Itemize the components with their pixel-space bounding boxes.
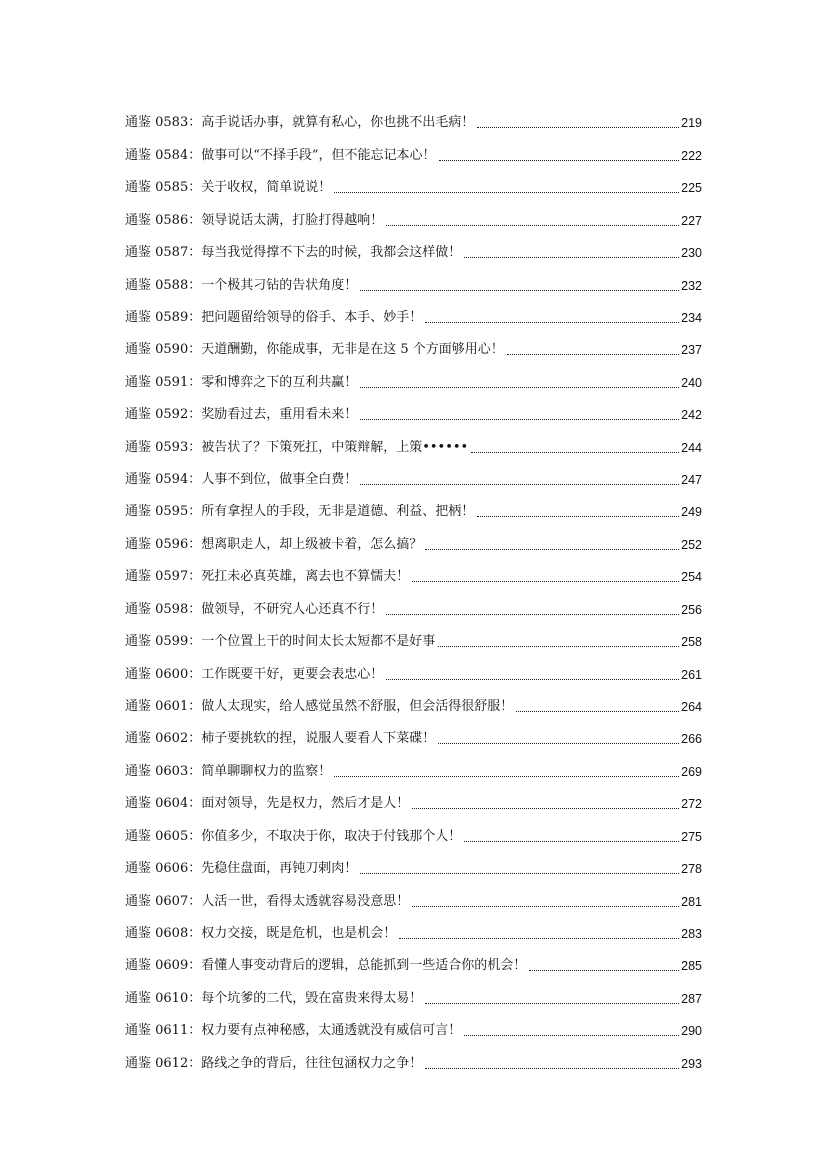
toc-entry-page-number: 275 — [681, 829, 702, 844]
toc-entry[interactable] — [125, 360, 702, 392]
toc-entry-title: 通鉴 0585：关于收权，简单说说！ — [125, 180, 332, 196]
toc-entry-title: 通鉴 0587：每当我觉得撑不下去的时候，我都会这样做！ — [125, 245, 462, 261]
toc-entry[interactable] — [125, 522, 702, 554]
toc-entry[interactable] — [125, 101, 702, 133]
toc-entry[interactable] — [125, 425, 702, 457]
toc-entry[interactable] — [125, 263, 702, 295]
toc-dot-leader — [386, 678, 679, 680]
toc-entry-title: 通鉴 0599：一个位置上干的时间太长太短都不是好事 — [125, 634, 436, 650]
toc-entry-title: 通鉴 0603：简单聊聊权力的监察！ — [125, 763, 332, 779]
toc-entry-title: 通鉴 0612：路线之争的背后，往往包涵权力之争！ — [125, 1055, 423, 1071]
toc-dot-leader — [360, 289, 679, 291]
toc-dot-leader — [438, 645, 679, 647]
toc-entry-title: 通鉴 0598：做领导，不研究人心还真不行！ — [125, 601, 384, 617]
toc-dot-leader — [334, 191, 679, 193]
toc-entry-page-number: 237 — [681, 343, 702, 358]
toc-entry[interactable] — [125, 620, 702, 652]
toc-entry-title: 通鉴 0593：被告状了？下策死扛，中策辩解，上策•••••• — [125, 439, 469, 455]
toc-entry-page-number: 285 — [681, 959, 702, 974]
toc-dot-leader — [425, 1002, 679, 1004]
toc-entry[interactable] — [125, 944, 702, 976]
toc-entry-title: 通鉴 0608：权力交接，既是危机，也是机会！ — [125, 925, 397, 941]
toc-entry[interactable] — [125, 133, 702, 165]
toc-entry-title: 通鉴 0601：做人太现实，给人感觉虽然不舒服，但会活得很舒服！ — [125, 699, 514, 715]
toc-entry[interactable] — [125, 685, 702, 717]
toc-entry-title: 通鉴 0604：面对领导，先是权力，然后才是人！ — [125, 796, 410, 812]
toc-entry-title: 通鉴 0606：先稳住盘面，再钝刀剌肉！ — [125, 861, 358, 877]
toc-dot-leader — [425, 548, 679, 550]
toc-entry[interactable] — [125, 912, 702, 944]
toc-dot-leader — [477, 126, 679, 128]
toc-entry-title: 通鉴 0594：人事不到位，做事全白费！ — [125, 472, 358, 488]
toc-entry-page-number: 287 — [681, 991, 702, 1006]
toc-entry[interactable] — [125, 458, 702, 490]
toc-dot-leader — [425, 321, 679, 323]
toc-entry-title: 通鉴 0611：权力要有点神秘感，太通透就没有威信可言！ — [125, 1023, 462, 1039]
toc-entry[interactable] — [125, 1009, 702, 1041]
toc-entry-title: 通鉴 0591：零和博弈之下的互利共赢！ — [125, 374, 358, 390]
toc-entry-title: 通鉴 0596：想离职走人，却上级被卡着，怎么搞？ — [125, 536, 423, 552]
toc-dot-leader — [412, 580, 679, 582]
toc-entry-title: 通鉴 0590：天道酬勤，你能成事，无非是在这 5 个方面够用心！ — [125, 342, 504, 358]
toc-entry-page-number: 278 — [681, 862, 702, 877]
toc-dot-leader — [425, 1067, 679, 1069]
toc-entry-page-number: 261 — [681, 667, 702, 682]
toc-entry[interactable] — [125, 555, 702, 587]
toc-entry-page-number: 247 — [681, 473, 702, 488]
toc-entry-title: 通鉴 0589：把问题留给领导的俗手、本手、妙手！ — [125, 309, 423, 325]
toc-dot-leader — [438, 742, 679, 744]
toc-entry-title: 通鉴 0588：一个极其刁钻的告状角度！ — [125, 277, 358, 293]
toc-entry-page-number: 256 — [681, 602, 702, 617]
toc-entry[interactable] — [125, 847, 702, 879]
toc-dot-leader — [439, 159, 680, 161]
toc-entry-title: 通鉴 0610：每个坑爹的二代，毁在富贵来得太易！ — [125, 990, 423, 1006]
toc-entry-page-number: 293 — [681, 1056, 702, 1071]
toc-entry-title: 通鉴 0605：你值多少，不取决于你，取决于付钱那个人！ — [125, 828, 462, 844]
toc-entry-page-number: 240 — [681, 375, 702, 390]
toc-dot-leader — [334, 775, 679, 777]
toc-entry-page-number: 232 — [681, 278, 702, 293]
toc-dot-leader — [360, 418, 679, 420]
toc-entry[interactable] — [125, 490, 702, 522]
toc-dot-leader — [412, 905, 679, 907]
toc-entry[interactable] — [125, 749, 702, 781]
toc-entry[interactable] — [125, 1041, 702, 1073]
toc-entry[interactable] — [125, 976, 702, 1008]
toc-entry-page-number: 269 — [681, 764, 702, 779]
toc-entry-page-number: 258 — [681, 635, 702, 650]
toc-entry-title: 通鉴 0600：工作既要干好，更要会表忠心！ — [125, 666, 384, 682]
toc-entry-title: 通鉴 0584：做事可以“不择手段”，但不能忘记本心！ — [125, 147, 436, 163]
toc-dot-leader — [471, 451, 679, 453]
toc-entry-page-number: 281 — [681, 894, 702, 909]
toc-entry-page-number: 222 — [681, 148, 702, 163]
toc-entry-page-number: 266 — [681, 732, 702, 747]
toc-entry-page-number: 272 — [681, 797, 702, 812]
toc-entry-title: 通鉴 0595：所有拿捏人的手段，无非是道德、利益、把柄！ — [125, 504, 475, 520]
toc-dot-leader — [412, 807, 679, 809]
toc-entry-page-number: 234 — [681, 310, 702, 325]
toc-dot-leader — [464, 840, 679, 842]
toc-entry[interactable] — [125, 166, 702, 198]
toc-dot-leader — [360, 872, 679, 874]
toc-dot-leader — [464, 1034, 679, 1036]
toc-dot-leader — [386, 224, 679, 226]
toc-entry-page-number: 249 — [681, 505, 702, 520]
toc-entry[interactable] — [125, 587, 702, 619]
toc-entry-page-number: 219 — [681, 116, 702, 131]
toc-entry[interactable] — [125, 717, 702, 749]
toc-dot-leader — [516, 710, 679, 712]
toc-entry-page-number: 290 — [681, 1024, 702, 1039]
toc-entry-page-number: 244 — [681, 440, 702, 455]
toc-entry-title: 通鉴 0597：死扛未必真英雄，离去也不算懦夫！ — [125, 569, 410, 585]
toc-entry[interactable] — [125, 393, 702, 425]
toc-entry-page-number: 225 — [681, 181, 702, 196]
toc-dot-leader — [529, 969, 679, 971]
toc-entry-title: 通鉴 0586：领导说话太满，打脸打得越响！ — [125, 212, 384, 228]
toc-dot-leader — [386, 613, 679, 615]
toc-entry-page-number: 264 — [681, 700, 702, 715]
toc-entry-title: 通鉴 0607：人活一世，看得太透就容易没意思！ — [125, 893, 410, 909]
table-of-contents — [125, 101, 702, 1074]
toc-entry-page-number: 252 — [681, 537, 702, 552]
toc-entry-title: 通鉴 0583：高手说话办事，就算有私心，你也挑不出毛病！ — [125, 115, 475, 131]
toc-dot-leader — [464, 256, 679, 258]
toc-entry-title: 通鉴 0602：柿子要挑软的捏，说服人要看人下菜碟！ — [125, 731, 436, 747]
toc-entry-page-number: 242 — [681, 408, 702, 423]
toc-entry-page-number: 283 — [681, 926, 702, 941]
toc-entry[interactable] — [125, 231, 702, 263]
toc-entry[interactable] — [125, 198, 702, 230]
toc-entry-page-number: 254 — [681, 570, 702, 585]
toc-entry[interactable] — [125, 782, 702, 814]
toc-entry[interactable] — [125, 879, 702, 911]
toc-dot-leader — [360, 483, 679, 485]
toc-entry-title: 通鉴 0592：奖励看过去，重用看未来！ — [125, 407, 358, 423]
toc-entry[interactable] — [125, 296, 702, 328]
toc-dot-leader — [360, 386, 679, 388]
toc-dot-leader — [507, 353, 679, 355]
toc-entry[interactable] — [125, 328, 702, 360]
toc-entry-page-number: 227 — [681, 213, 702, 228]
toc-dot-leader — [399, 937, 679, 939]
toc-entry[interactable] — [125, 814, 702, 846]
toc-entry-page-number: 230 — [681, 246, 702, 261]
toc-entry-title: 通鉴 0609：看懂人事变动背后的逻辑，总能抓到一些适合你的机会！ — [125, 958, 527, 974]
toc-entry[interactable] — [125, 652, 702, 684]
toc-dot-leader — [477, 515, 679, 517]
